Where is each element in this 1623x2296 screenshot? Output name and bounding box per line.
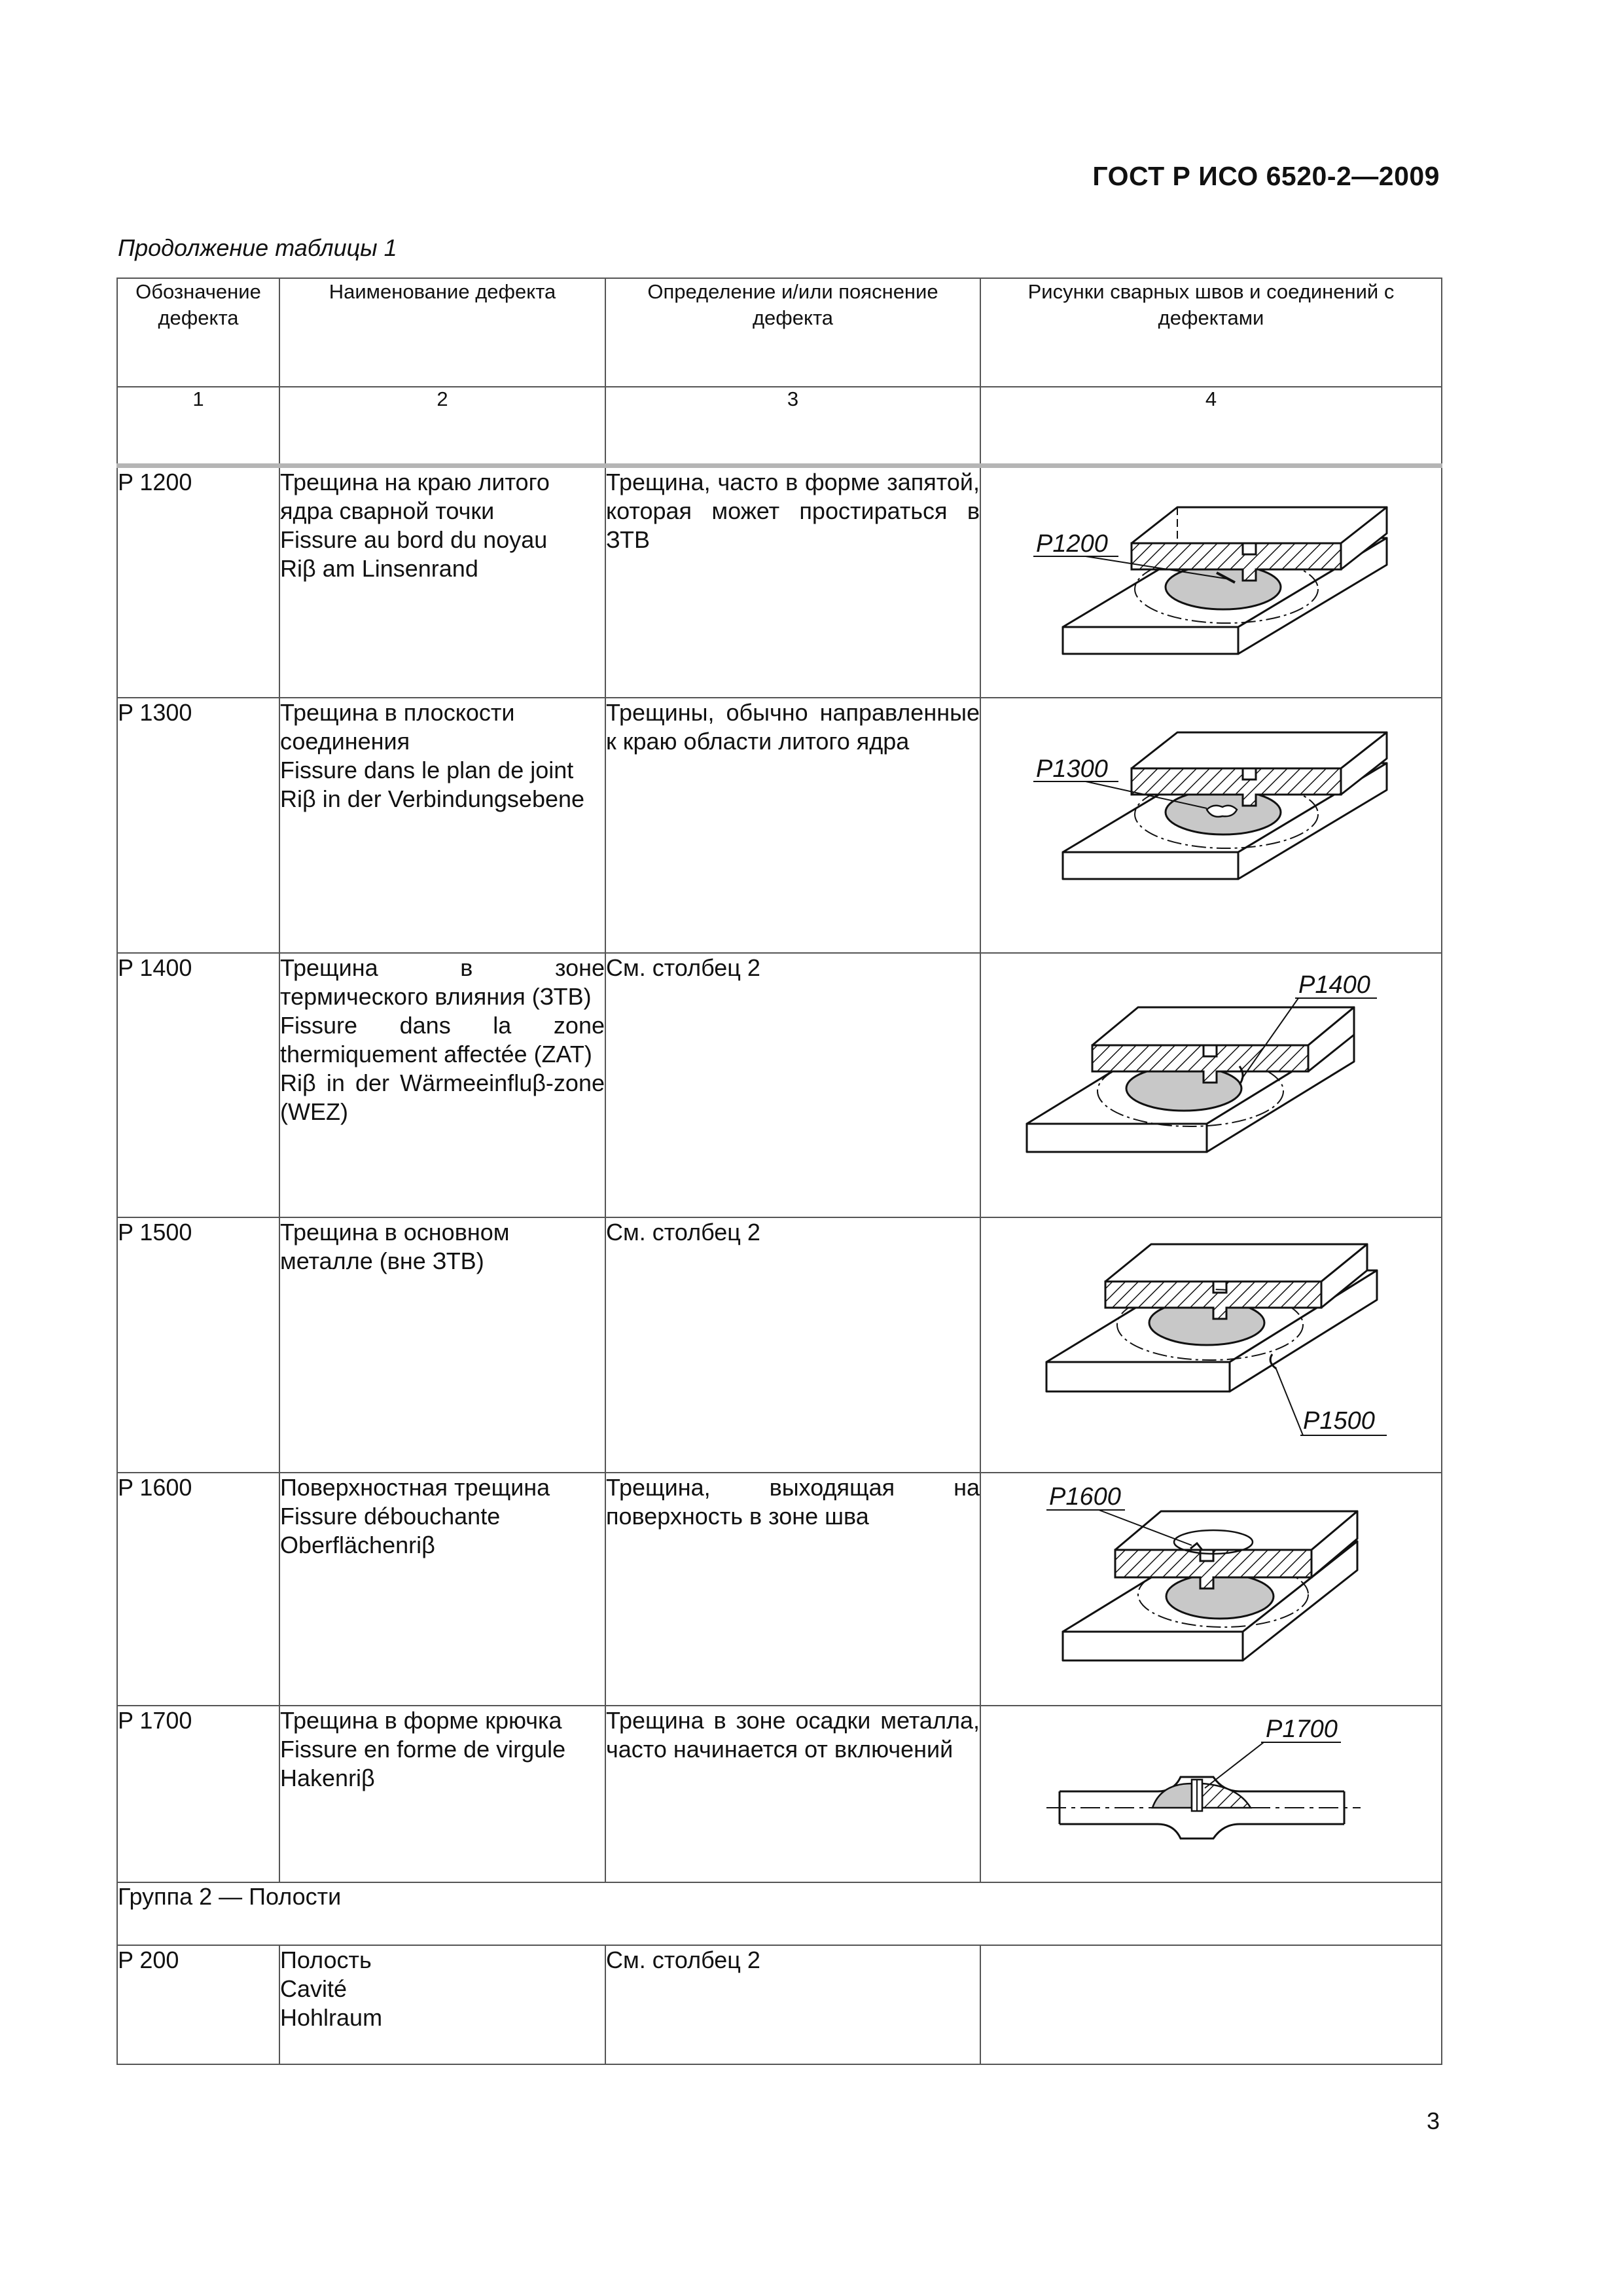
column-number-row [117,387,1442,466]
defect-figure [980,1706,1442,1882]
defect-figure-empty [980,1945,1442,2064]
figure-label: P1500 [1303,1407,1375,1435]
weld-figure-p1500 [981,1218,1442,1473]
group-title: Группа 2 — Полости [117,1882,1442,1945]
table-row [117,1473,1442,1706]
defect-name [279,1945,605,2064]
name-fr: Fissure dans la zone thermiquement affectée (ZAT) [280,1011,605,1067]
name-de: Riβ in der Verbindungsebene [280,785,585,812]
defect-definition: Трещина, часто в форме запятой, которая может простираться в ЗТВ [605,466,980,698]
defect-definition: Трещины, обычно направленные к краю области литого ядра [605,698,980,953]
defects-table [116,278,1442,2065]
name-ru: Трещина в зоне термического влияния (ЗТВ) [280,954,605,1010]
name-de: Oberflächenriβ [280,1531,435,1558]
header-definition: Определение и/или пояснение дефекта [605,278,980,387]
name-fr: Fissure dans le plan de joint [280,756,574,783]
defect-definition: Трещина, выходящая на поверхность в зоне шва [605,1473,980,1706]
figure-label: P1400 [1298,971,1370,999]
defect-code: P 1700 [117,1706,279,1882]
defect-code: P 1200 [117,466,279,698]
figure-label: P1300 [1036,755,1108,783]
name-fr: Fissure en forme de virgule [280,1735,566,1763]
column-number: 1 [117,387,279,466]
defect-definition: См. столбец 2 [605,1217,980,1473]
header-code: Обозначение дефекта [117,278,279,387]
header-row [117,278,1442,387]
figure-label: P1700 [1266,1715,1338,1743]
defect-figure [980,1473,1442,1706]
defect-definition: См. столбец 2 [605,1945,980,2064]
weld-figure-p1600 [981,1473,1442,1706]
name-ru: Трещина в форме крючка [280,1706,562,1734]
defect-definition: См. столбец 2 [605,953,980,1217]
defect-code: P 200 [117,1945,279,2064]
defect-code: P 1300 [117,698,279,953]
name-fr: Fissure débouchante [280,1502,501,1530]
name-de: Hakenriβ [280,1764,375,1791]
header-name: Наименование дефекта [279,278,605,387]
defect-name [279,953,605,1217]
header-figure: Рисунки сварных швов и соединений с дефектами [980,278,1442,387]
column-number: 2 [279,387,605,466]
name-ru: Полость [280,1946,372,1973]
defect-name [279,1473,605,1706]
weld-figure-p1200 [981,468,1442,700]
defect-figure [980,466,1442,698]
table-row [117,698,1442,953]
weld-figure-p1700 [981,1706,1442,1883]
defect-name [279,466,605,698]
defect-figure [980,1217,1442,1473]
defect-code: P 1500 [117,1217,279,1473]
name-de: Hohlraum [280,2003,383,2031]
group-row [117,1882,1442,1945]
column-number: 4 [980,387,1442,466]
table-row [117,1217,1442,1473]
defect-name [279,1217,605,1473]
figure-label: P1200 [1036,530,1108,558]
figure-label: P1600 [1049,1482,1121,1511]
table-row [117,466,1442,698]
defect-figure [980,698,1442,953]
name-de: Riβ am Linsenrand [280,555,478,582]
defect-definition: Трещина в зоне осадки металла, часто начинается от включений [605,1706,980,1882]
weld-figure-p1400 [981,954,1442,1218]
defect-name [279,698,605,953]
defect-code: P 1600 [117,1473,279,1706]
name-ru: Трещина на краю литого ядра сварной точки [280,469,550,524]
name-ru: Трещина в основном металле (вне ЗТВ) [280,1218,510,1274]
document-code: ГОСТ Р ИСО 6520-2—2009 [1092,161,1440,191]
name-fr: Cavité [280,1975,348,2002]
page-number: 3 [1426,2108,1440,2134]
weld-figure-p1300 [981,698,1442,954]
table-row [117,953,1442,1217]
table-row [117,1945,1442,2064]
name-de: Riβ in der Wärmeeinfluβ-zone (WEZ) [280,1069,605,1125]
name-ru: Поверхностная трещина [280,1473,550,1501]
defect-code: P 1400 [117,953,279,1217]
defect-figure [980,953,1442,1217]
defect-name [279,1706,605,1882]
name-fr: Fissure au bord du noyau [280,526,548,553]
table-caption: Продолжение таблицы 1 [118,234,397,261]
name-ru: Трещина в плоскости соединения [280,698,515,755]
column-number: 3 [605,387,980,466]
table-row [117,1706,1442,1882]
